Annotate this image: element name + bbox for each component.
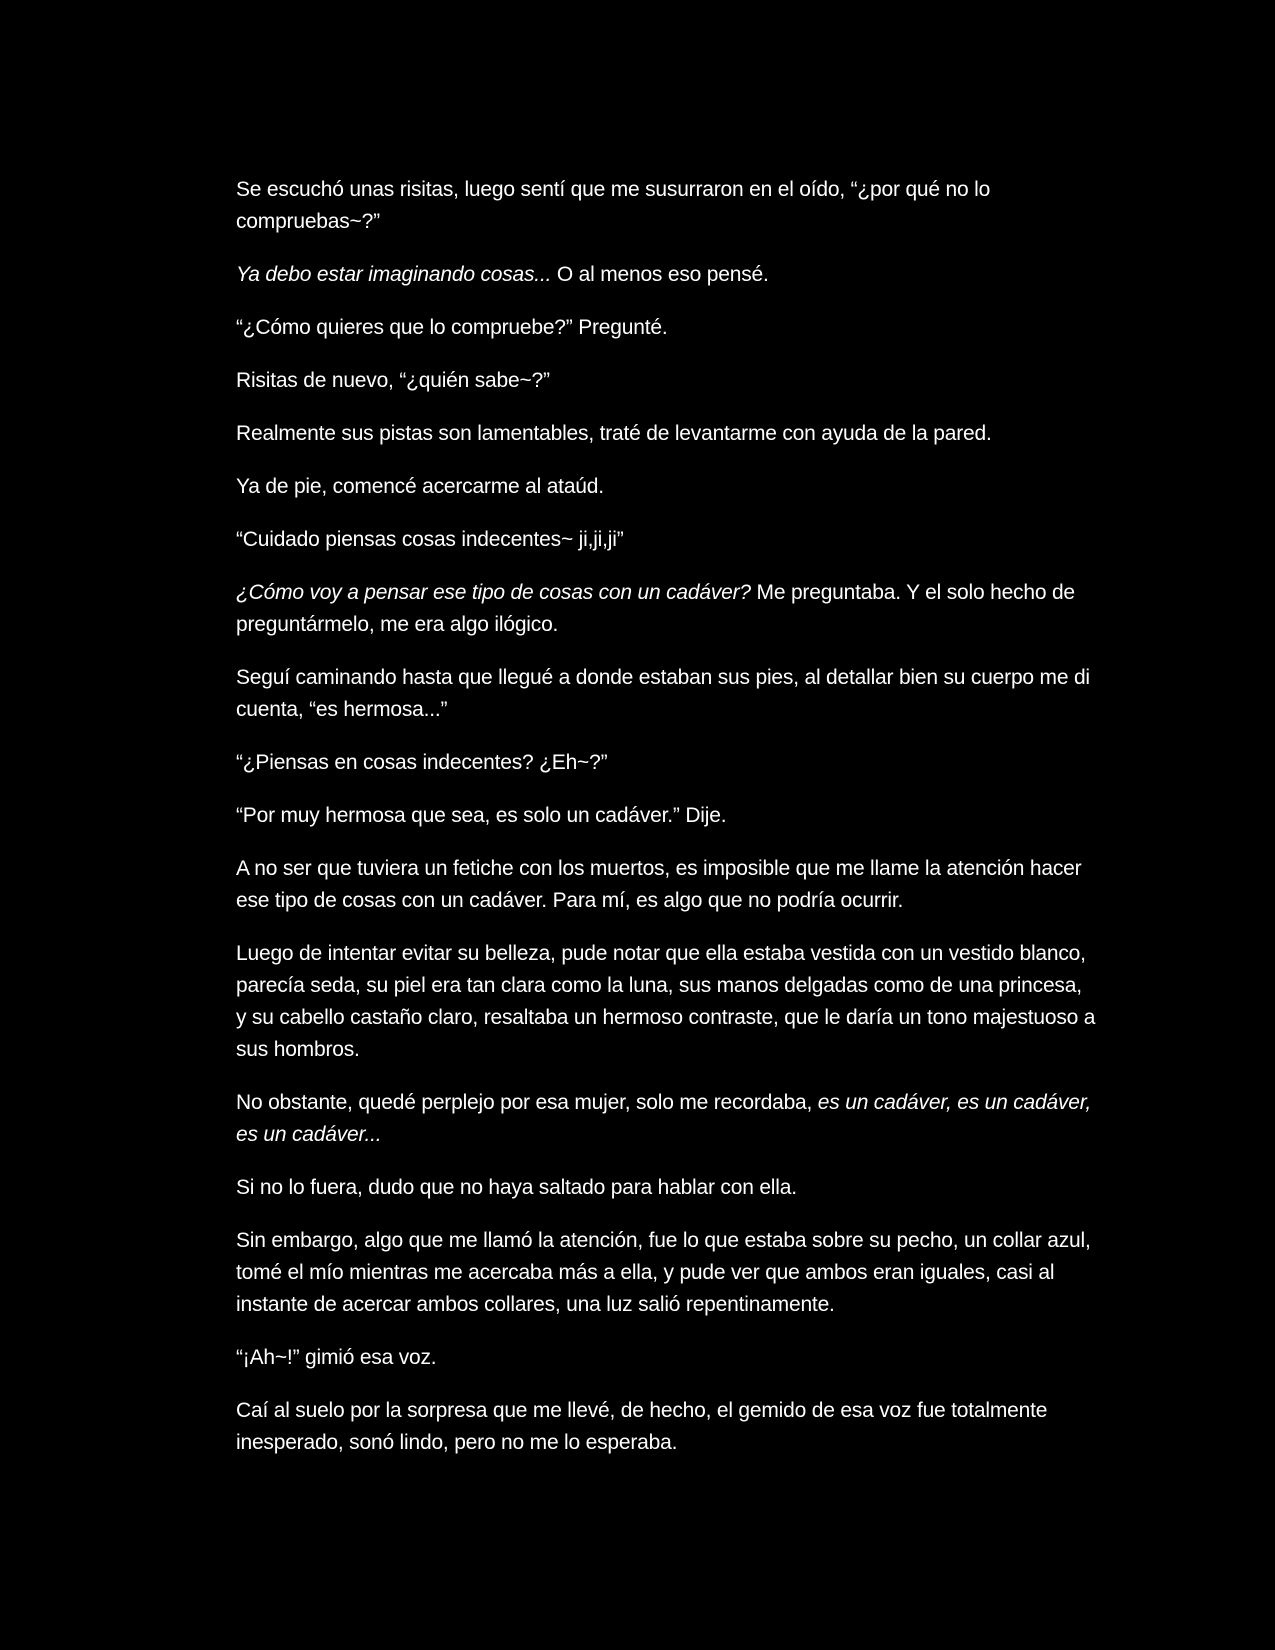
inner-thought: es un cadáver, es un cadáver, es un cadáver... [236,1091,1092,1146]
inner-thought: ¿Cómo voy a pensar ese tipo de cosas con un cadáver? [236,581,751,604]
paragraph-17: “¡Ah~!” gimió esa voz. [236,1346,437,1369]
paragraph-6: Ya de pie, comencé acercarme al ataúd. [236,475,604,498]
paragraph-16: Sin embargo, algo que me llamó la atención, fue lo que estaba sobre su pecho, un collar azul, tomé el mío mientras me acercaba más a ella, y pude ver que ambos eran iguales, casi al instante de acercar ambos collares, una luz salió repentinamente. [236,1229,1091,1316]
paragraph-18: Caí al suelo por la sorpresa que me llevé, de hecho, el gemido de esa voz fue totalmente inesperado, sonó lindo, pero no me lo esperaba. [236,1399,1048,1454]
paragraph-5: Realmente sus pistas son lamentables, traté de levantarme con ayuda de la pared. [236,422,992,445]
paragraph-10: “¿Piensas en cosas indecentes? ¿Eh~?” [236,751,608,774]
paragraph-4: Risitas de nuevo, “¿quién sabe~?” [236,369,550,392]
paragraph-2: Ya debo estar imaginando cosas... O al menos eso pensé. [236,263,769,286]
story-text [236,174,1096,1480]
paragraph-3: “¿Cómo quieres que lo compruebe?” Pregunté. [236,316,668,339]
paragraph-7: “Cuidado piensas cosas indecentes~ ji,ji,ji” [236,528,624,551]
paragraph-8: ¿Cómo voy a pensar ese tipo de cosas con un cadáver? Me preguntaba. Y el solo hecho de preguntármelo, me era algo ilógico. [236,581,1075,636]
paragraph-14: No obstante, quedé perplejo por esa mujer, solo me recordaba, es un cadáver, es un cadáver, es un cadáver... [236,1091,1092,1146]
paragraph-9: Seguí caminando hasta que llegué a donde estaban sus pies, al detallar bien su cuerpo me di cuenta, “es hermosa...” [236,666,1090,721]
paragraph-11: “Por muy hermosa que sea, es solo un cadáver.” Dije. [236,804,727,827]
paragraph-13: Luego de intentar evitar su belleza, pude notar que ella estaba vestida con un vestido blanco, parecía seda, su piel era tan clara como la luna, sus manos delgadas como de una princesa, y su cabello castaño claro, resaltaba un hermoso contraste, que le daría un tono majestuoso a sus hombros. [236,942,1096,1061]
paragraph-1: Se escuchó unas risitas, luego sentí que me susurraron en el oído, “¿por qué no lo compruebas~?” [236,178,991,233]
paragraph-15: Si no lo fuera, dudo que no haya saltado para hablar con ella. [236,1176,797,1199]
inner-thought: Ya debo estar imaginando cosas... [236,263,552,286]
paragraph-12: A no ser que tuviera un fetiche con los muertos, es imposible que me llame la atención hacer ese tipo de cosas con un cadáver. Para mí, es algo que no podría ocurrir. [236,857,1082,912]
